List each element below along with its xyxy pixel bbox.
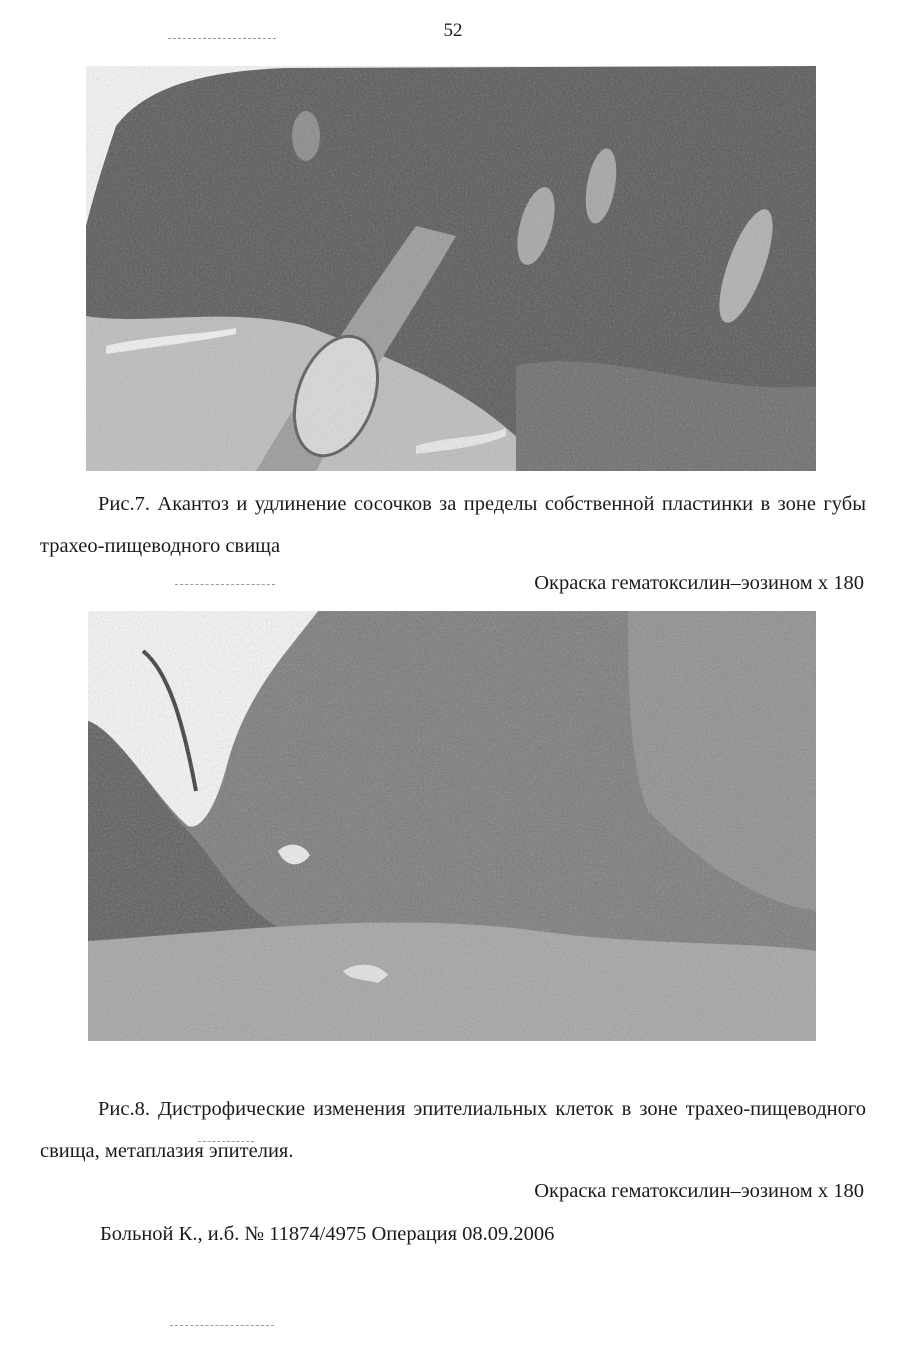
scan-artifact — [175, 584, 275, 586]
figure-7-caption — [40, 483, 866, 567]
figure-7-stain-note: Окраска гематоксилин–эозином х 180 — [534, 572, 864, 594]
scan-artifact — [168, 38, 276, 40]
page-number: 52 — [443, 20, 463, 41]
micrograph-figure-7 — [86, 66, 816, 471]
scan-artifact — [170, 1325, 274, 1327]
figure-8-caption — [40, 1088, 866, 1172]
micrograph-figure-8 — [88, 611, 816, 1041]
micrograph-image — [86, 66, 816, 471]
patient-info: Больной К., и.б. № 11874/4975 Операция 08.09.2006 — [100, 1223, 555, 1245]
figure-8-stain-note: Окраска гематоксилин–эозином х 180 — [534, 1180, 864, 1202]
micrograph-image — [88, 611, 816, 1041]
figure-7-caption-text: Рис.7. Акантоз и удлинение сосочков за пределы собственной пластинки в зоне губы трахео-пищеводного свища — [40, 493, 866, 557]
figure-8-caption-text: Рис.8. Дистрофические изменения эпителиальных клеток в зоне трахео-пищеводного свища, метаплазия эпителия. — [40, 1098, 866, 1162]
